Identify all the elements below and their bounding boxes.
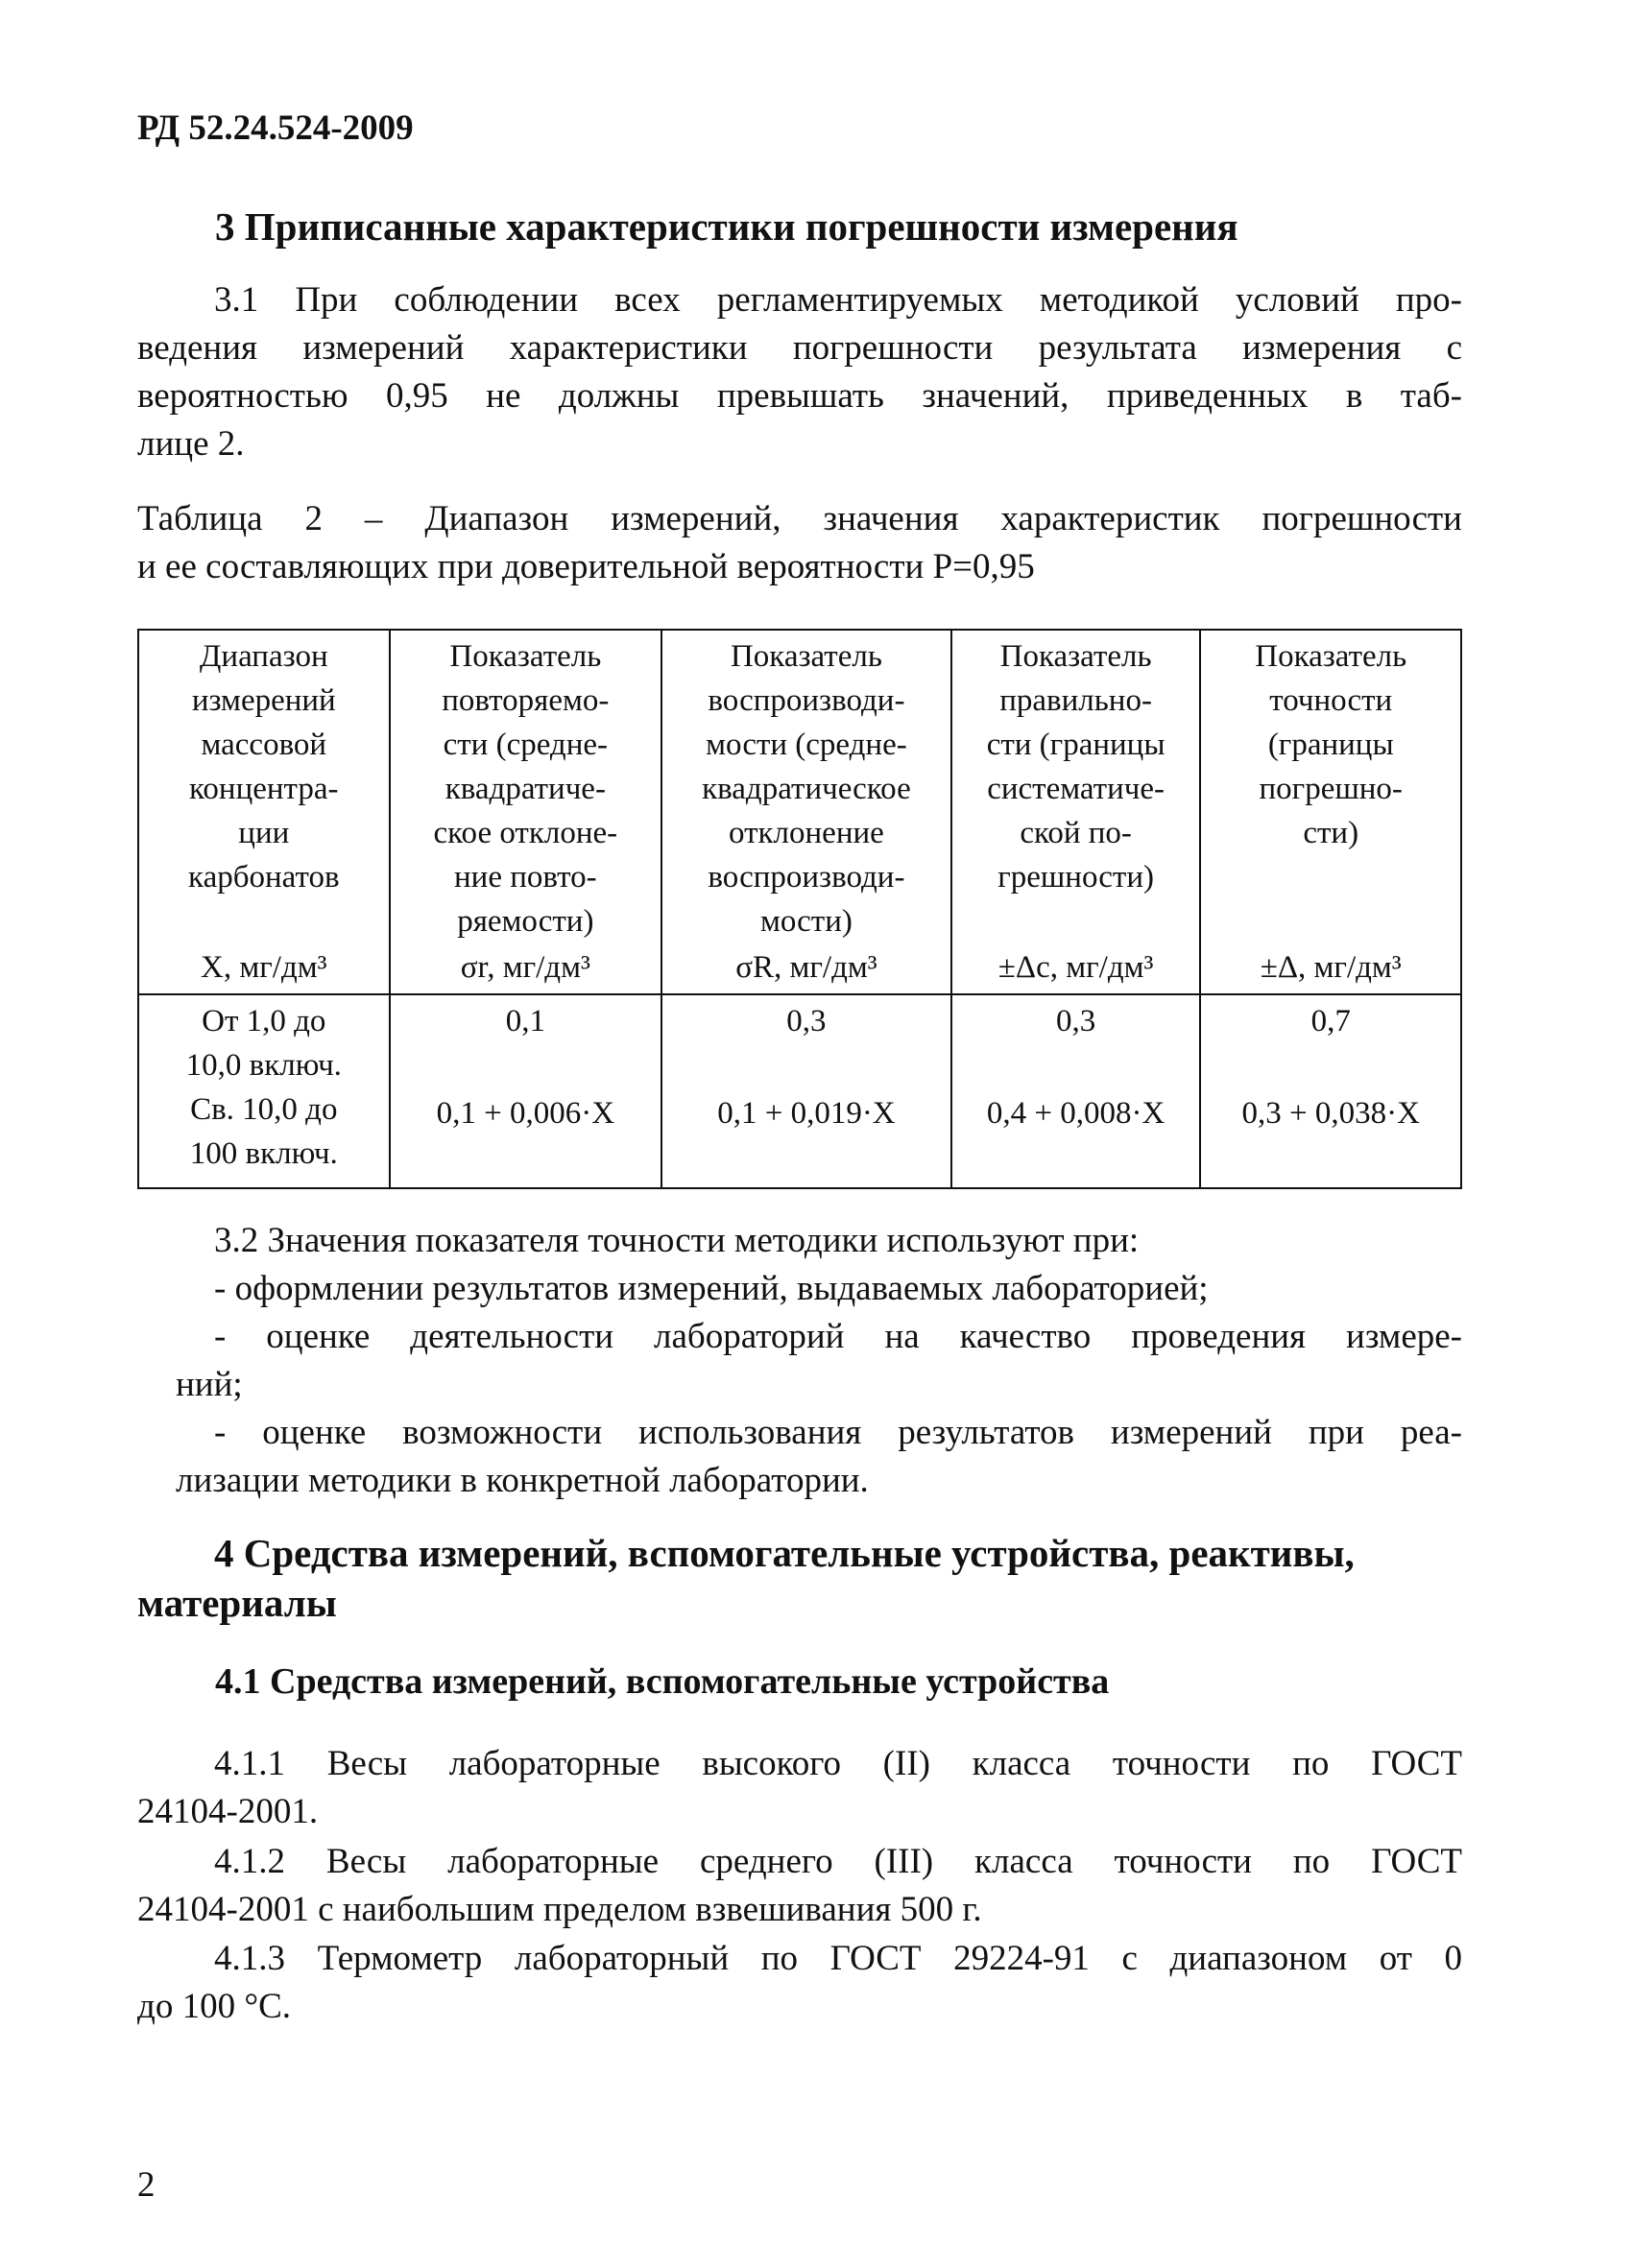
delta-cell: 0,3 + 0,038·X	[1200, 1087, 1461, 1188]
header-trueness: Показатель правильно- сти (границы систематиче- ской по- грешности) ±Δc, мг/дм³	[951, 630, 1201, 994]
header-unit: ±Δ, мг/дм³	[1260, 950, 1402, 985]
header-unit: ±Δc, мг/дм³	[997, 950, 1154, 985]
list-item: - оценке деятельности лабораторий на качество проведения измере-	[214, 1317, 1462, 1356]
table-caption	[137, 495, 1462, 591]
text-line: вероятностью 0,95 не должны превышать значений, приведенных в таб-	[137, 376, 1462, 416]
text-line: 3.1 При соблюдении всех регламентируемых методикой условий про-	[214, 280, 1462, 320]
sigma-r-cell: 0,1 + 0,006·X	[390, 1087, 662, 1188]
text-line: и ее составляющих при доверительной вероятности Р=0,95	[137, 547, 1035, 586]
section-4-title: 4 Средства измерений, вспомогательные устройства, реактивы, материалы	[137, 1531, 1355, 1625]
paragraph-4-1-3: 4.1.3 Термометр лабораторный по ГОСТ 29224-91 с диапазоном от 0 до 100 °С.	[137, 1939, 1462, 2026]
delta-cell: 0,7	[1200, 994, 1461, 1087]
subsection-4-1-title: 4.1 Средства измерений, вспомогательные устройства	[215, 1661, 1110, 1702]
table-header-row	[138, 630, 1461, 994]
paragraph-3-1	[137, 276, 1462, 468]
header-unit: X, мг/дм³	[201, 950, 327, 985]
header-range: Диапазон измерений массовой концентра- ции карбонатов X, мг/дм³	[138, 630, 390, 994]
header-reproducibility: Показатель воспроизводи- мости (средне- квадратическое отклонение воспроизводи- мости) σR, мг/дм³	[661, 630, 951, 994]
list-item: - оформлении результатов измерений, выдаваемых лабораторией;	[214, 1269, 1209, 1308]
list-item: - оценке возможности использования результатов измерений при реа-	[214, 1413, 1462, 1452]
paragraph-3-2	[137, 1217, 1462, 1505]
list-item-continuation: лизации методики в конкретной лаборатории.	[176, 1461, 869, 1500]
sigma-R-cell: 0,3	[661, 994, 951, 1087]
header-accuracy: Показатель точности (границы погрешно- сти) ±Δ, мг/дм³	[1200, 630, 1461, 994]
sigma-r-cell: 0,1	[390, 994, 662, 1087]
text-line: ведения измерений характеристики погрешности результата измерения с	[137, 328, 1462, 368]
delta-c-cell: 0,3	[951, 994, 1201, 1087]
text-line: Таблица 2 – Диапазон измерений, значения характеристик погрешности	[137, 499, 1462, 538]
header-unit: σR, мг/дм³	[735, 950, 877, 985]
table-row	[138, 994, 1461, 1087]
paragraph-4-1-2: 4.1.2 Весы лабораторные среднего (III) класса точности по ГОСТ 24104-2001 с наибольшим пределом взвешивания 500 г.	[137, 1842, 1462, 1929]
list-item-continuation: ний;	[176, 1365, 243, 1404]
header-repeatability: Показатель повторяемо- сти (средне- квадратиче- ское отклоне- ние повто- ряемости) σr, мг/дм³	[390, 630, 662, 994]
paragraph-4-1-1: 4.1.1 Весы лабораторные высокого (II) класса точности по ГОСТ 24104-2001.	[137, 1744, 1462, 1831]
document-code: РД 52.24.524-2009	[137, 108, 414, 148]
text-line: лице 2.	[137, 424, 245, 464]
text-line: 3.2 Значения показателя точности методики используют при:	[214, 1221, 1140, 1260]
header-unit: σr, мг/дм³	[460, 950, 590, 985]
page-number: 2	[137, 2165, 156, 2205]
section-3-title: 3 Приписанные характеристики погрешности измерения	[215, 204, 1238, 249]
delta-c-cell: 0,4 + 0,008·X	[951, 1087, 1201, 1188]
error-characteristics-table	[137, 629, 1462, 1189]
sigma-R-cell: 0,1 + 0,019·X	[661, 1087, 951, 1188]
range-cell: От 1,0 до 10,0 включ. Св. 10,0 до 100 включ.	[138, 994, 390, 1188]
